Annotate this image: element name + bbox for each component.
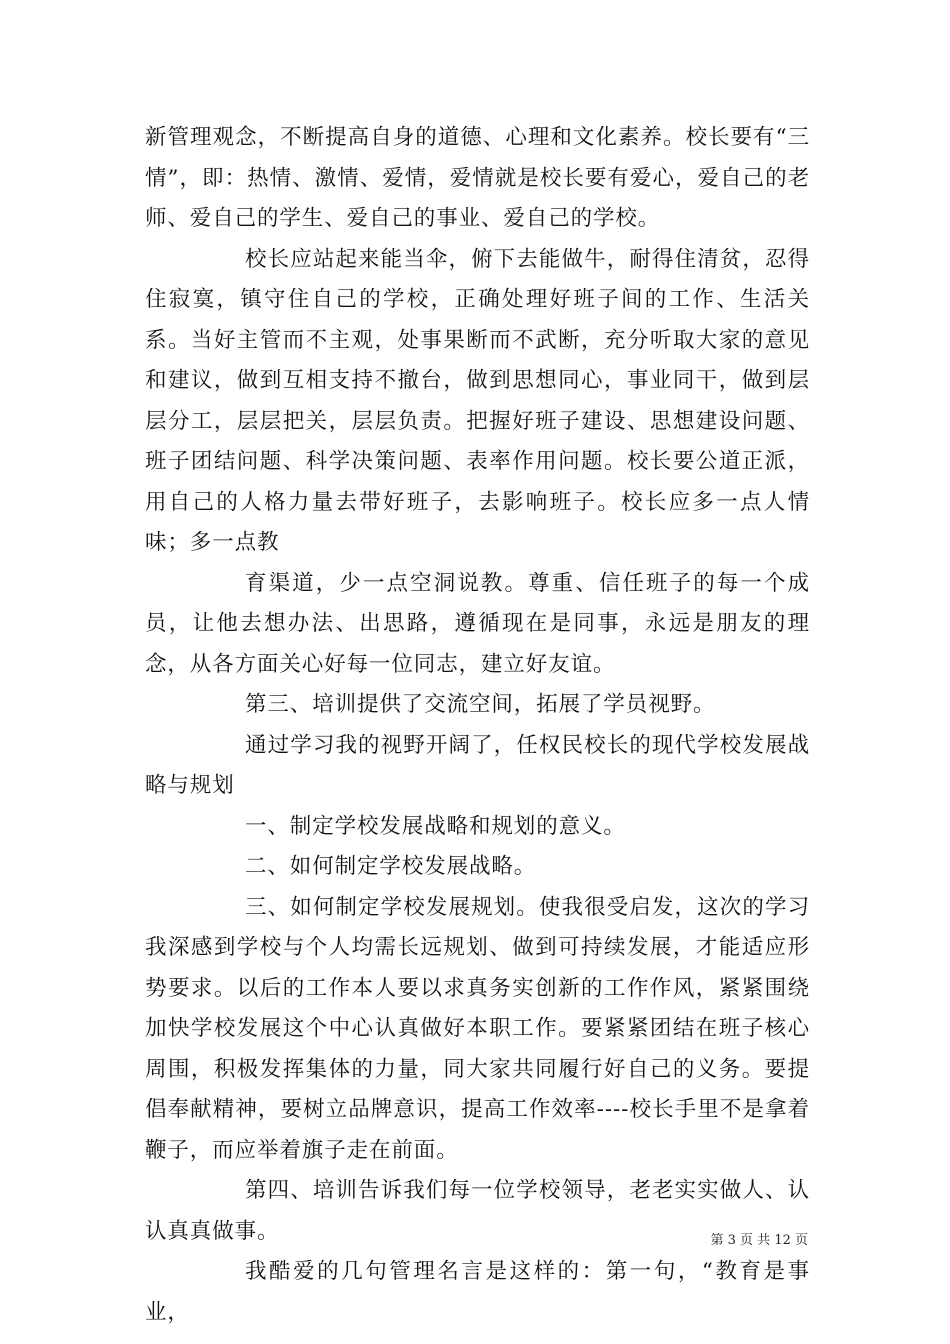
paragraph-1: 新管理观念，不断提高自身的道德、心理和文化素养。校长要有“三情”，即：热情、激情、爱情，爱情就是校长要有爱心，爱自己的老师、爱自己的学生、爱自己的事业、爱自己的学校。 (145, 125, 810, 231)
page-number-footer: 第 3 页 共 12 页 (710, 1233, 808, 1248)
paragraph-9: 第四、培训告诉我们每一位学校领导，老老实实做人、认认真真做事。 (145, 1178, 810, 1244)
paragraph-3: 育渠道，少一点空洞说教。尊重、信任班子的每一个成员，让他去想办法、出思路，遵循现在是同事，永远是朋友的理念，从各方面关心好每一位同志，建立好友谊。 (145, 570, 810, 677)
paragraph-6: 一、制定学校发展战略和规划的意义。 (245, 813, 626, 839)
paragraph-2: 校长应站起来能当伞，俯下去能做牛，耐得住清贫，忍得住寂寞，镇守住自己的学校，正确处理好班子间的工作、生活关系。当好主管而不主观，处事果断而不武断，充分听取大家的意见和建议，做到互相支持不撤台，做到思想同心，事业同干，做到层层分工，层层把关，层层负责。把握好班子建设、思想建设问题、班子团结问题、科学决策问题、表率作用问题。校长要公道正派，用自己的人格力量去带好班子，去影响班子。校长应多一点人情味；多一点教 (145, 246, 810, 555)
paragraph-8: 三、如何制定学校发展规划。使我很受启发，这次的学习我深感到学校与个人均需长远规划、做到可持续发展，才能适应形势要求。以后的工作本人要以求真务实创新的工作作风，紧紧围绕加快学校发展这个中心认真做好本职工作。要紧紧团结在班子核心周围，积极发挥集体的力量，同大家共同履行好自己的义务。要提倡奉献精神，要树立品牌意识，提高工作效率----校长手里不是拿着鞭子，而应举着旗子走在前面。 (145, 894, 810, 1163)
paragraph-4: 第三、培训提供了交流空间，拓展了学员视野。 (245, 692, 716, 717)
document-body (145, 118, 810, 1333)
paragraph-5: 通过学习我的视野开阔了，任权民校长的现代学校发展战略与规划 (145, 732, 810, 798)
paragraph-7: 二、如何制定学校发展战略。 (245, 854, 537, 879)
paragraph-10: 我酷爱的几句管理名言是这样的：第一句，“教育是事业， (145, 1259, 810, 1325)
